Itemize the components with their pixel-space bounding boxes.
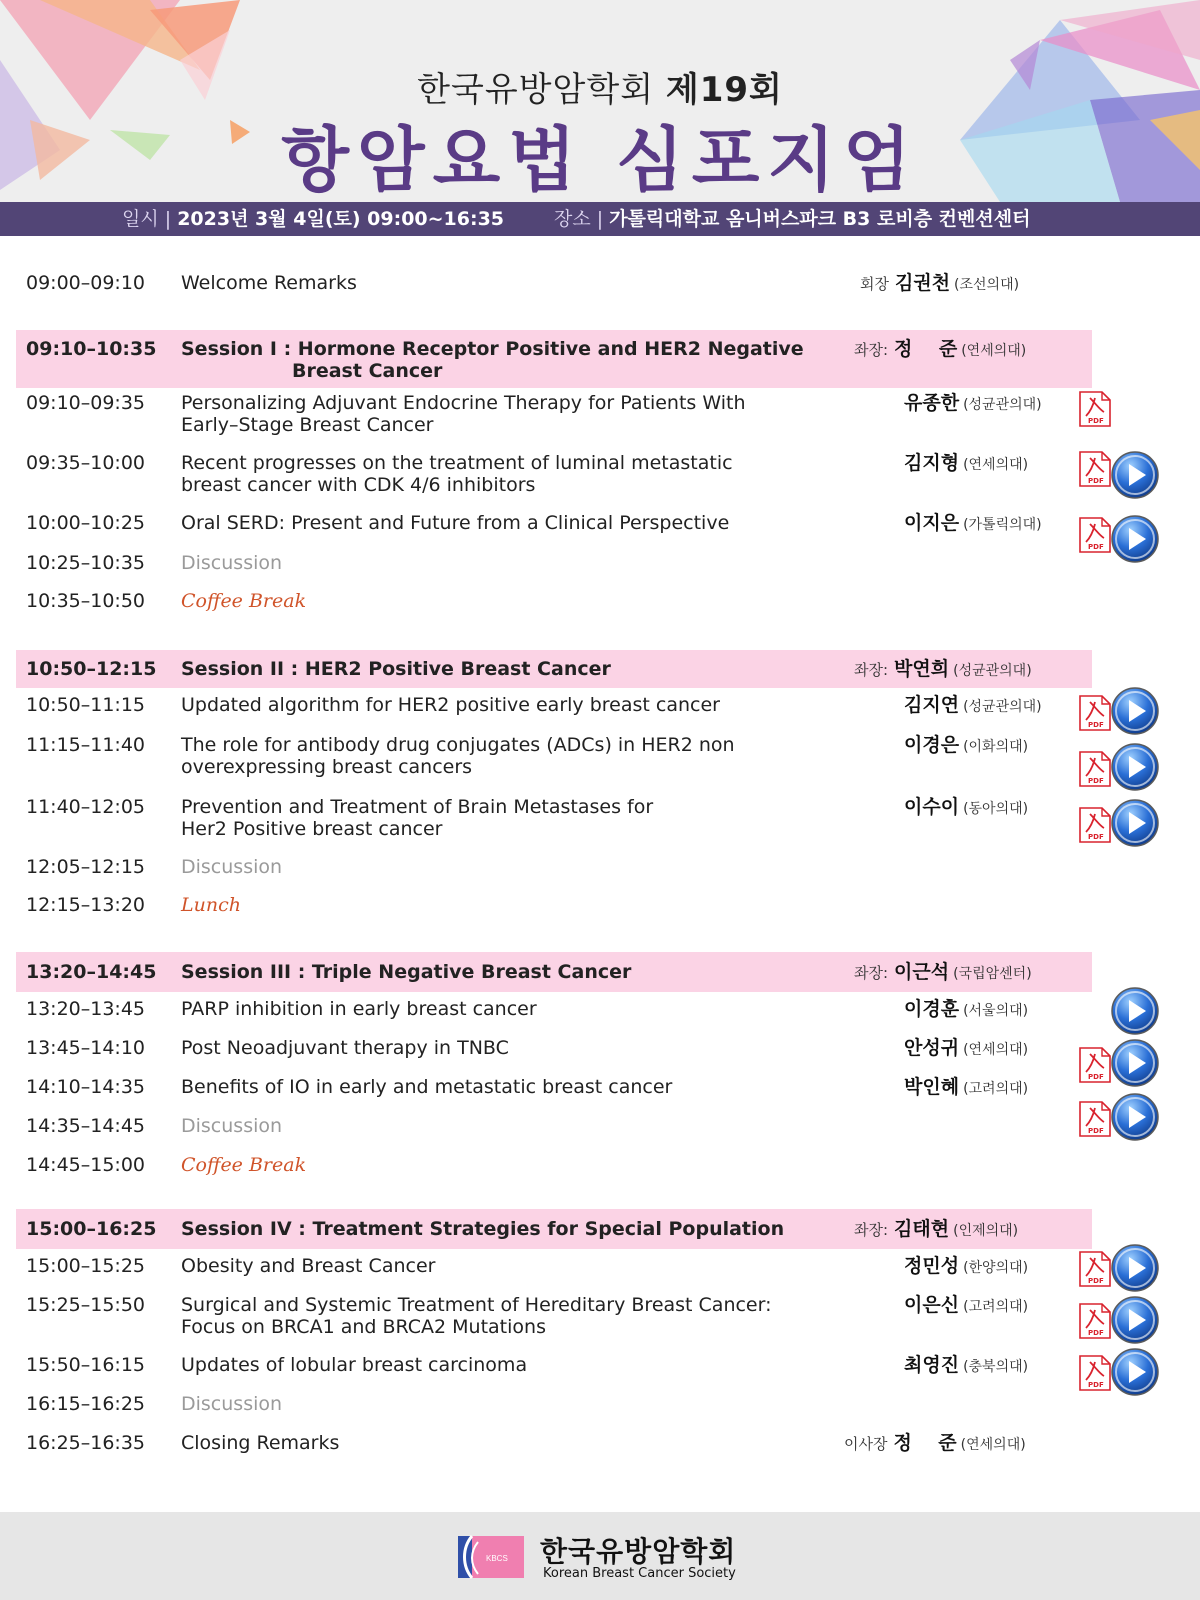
row-time: 14:10–14:35 — [26, 1076, 146, 1098]
discussion-row — [16, 1115, 1092, 1151]
schedule-row — [16, 392, 1092, 444]
row-title-line: Welcome Remarks — [181, 272, 357, 294]
schedule-row — [16, 1076, 1092, 1112]
svg-text:PDF: PDF — [1088, 721, 1104, 729]
speaker-role: 회장 — [860, 275, 889, 293]
row-title-line: Obesity and Breast Cancer — [181, 1255, 436, 1277]
row-title-line-2: breast cancer with CDK 4/6 inhibitors — [181, 474, 536, 496]
pdf-file-icon[interactable] — [1078, 390, 1112, 428]
row-title-line: Closing Remarks — [181, 1432, 340, 1454]
row-speaker — [844, 1432, 1064, 1456]
row-time: 13:20–14:45 — [26, 961, 157, 983]
row-title — [181, 796, 821, 840]
speaker-affiliation: (충북의대) — [963, 1359, 1029, 1375]
row-time: 10:25–10:35 — [26, 552, 146, 574]
row-title-line: Oral SERD: Present and Future from a Clinical Perspective — [181, 512, 730, 534]
row-title-line: Updated algorithm for HER2 positive early breast cancer — [181, 694, 720, 716]
speaker-name: 이지은 — [904, 512, 960, 534]
speaker-affiliation: (국립암센터) — [953, 966, 1032, 982]
speaker-affiliation: (서울의대) — [963, 1003, 1029, 1019]
speaker-affiliation: (고려의대) — [963, 1299, 1029, 1315]
row-time: 10:50–12:15 — [26, 658, 157, 680]
schedule-row — [16, 1037, 1092, 1073]
schedule-row — [16, 272, 1092, 312]
speaker-affiliation: (연세의대) — [963, 1042, 1029, 1058]
row-title — [181, 338, 821, 382]
row-title-line: Discussion — [181, 1115, 283, 1137]
row-title — [181, 452, 821, 496]
play-button-icon[interactable] — [1110, 798, 1160, 848]
svg-text:PDF: PDF — [1088, 417, 1104, 425]
row-time: 15:25–15:50 — [26, 1294, 146, 1316]
speaker-name: 이은신 — [904, 1294, 960, 1316]
speaker-affiliation: (이화의대) — [963, 739, 1029, 755]
row-time: 14:45–15:00 — [26, 1154, 146, 1176]
row-title-line: Prevention and Treatment of Brain Metastases for — [181, 796, 654, 818]
footer — [0, 1512, 1200, 1600]
logo-lettering: KBCS — [486, 1554, 508, 1563]
row-title-line: Discussion — [181, 1393, 283, 1415]
session-header-row — [16, 650, 1092, 688]
svg-text:PDF: PDF — [1088, 777, 1104, 785]
pdf-file-icon[interactable] — [1078, 806, 1112, 844]
row-speaker — [904, 998, 1124, 1022]
speaker-name: 정민성 — [904, 1255, 960, 1277]
schedule-row — [16, 1432, 1092, 1468]
row-title — [181, 1154, 821, 1176]
play-button-icon[interactable] — [1110, 1347, 1160, 1397]
date-value: 2023년 3월 4일(토) 09:00~16:35 — [177, 208, 505, 230]
row-time: 15:50–16:15 — [26, 1354, 146, 1376]
row-title — [181, 272, 821, 294]
subtitle-edition: 제19회 — [665, 70, 783, 110]
session-header-row — [16, 952, 1092, 992]
row-title — [181, 512, 821, 534]
row-title — [181, 998, 821, 1020]
row-title-line: Updates of lobular breast carcinoma — [181, 1354, 528, 1376]
speaker-name: 김지연 — [904, 694, 960, 716]
speaker-name: 박인혜 — [904, 1076, 960, 1098]
row-time: 16:15–16:25 — [26, 1393, 146, 1415]
kbcs-logo — [458, 1534, 526, 1580]
play-button-icon[interactable] — [1110, 986, 1160, 1036]
speaker-name: 이경훈 — [904, 998, 960, 1020]
row-title-line: Session III : Triple Negative Breast Cancer — [181, 961, 632, 983]
speaker-affiliation: (연세의대) — [963, 457, 1029, 473]
discussion-row — [16, 856, 1092, 892]
svg-text:PDF: PDF — [1088, 1073, 1104, 1081]
subtitle-org: 한국유방암학회 — [417, 70, 655, 110]
speaker-affiliation: (한양의대) — [963, 1260, 1029, 1276]
row-title-line: Coffee Break — [181, 1154, 307, 1176]
break-row — [16, 894, 1092, 930]
schedule-row — [16, 1294, 1092, 1346]
speaker-role: 이사장 — [844, 1435, 888, 1453]
row-title — [181, 694, 821, 716]
row-time: 11:40–12:05 — [26, 796, 146, 818]
speaker-role: 좌장: — [854, 341, 889, 359]
speaker-affiliation: (연세의대) — [960, 1437, 1026, 1453]
row-time: 10:50–11:15 — [26, 694, 146, 716]
row-title-line: PARP inhibition in early breast cancer — [181, 998, 537, 1020]
discussion-row — [16, 552, 1092, 588]
speaker-name: 정 준 — [893, 1432, 957, 1454]
society-name-en: Korean Breast Cancer Society — [543, 1566, 736, 1581]
row-speaker — [860, 272, 1080, 296]
row-title-line: The role for antibody drug conjugates (ADCs) in HER2 non — [181, 734, 735, 756]
row-time: 11:15–11:40 — [26, 734, 146, 756]
speaker-role: 좌장: — [854, 1221, 889, 1239]
row-speaker — [854, 658, 1074, 682]
speaker-name: 이수이 — [904, 796, 960, 818]
row-time: 12:05–12:15 — [26, 856, 146, 878]
play-button-icon[interactable] — [1110, 514, 1160, 564]
row-time: 13:45–14:10 — [26, 1037, 146, 1059]
play-button-icon[interactable] — [1110, 686, 1160, 736]
row-title-line: Session IV : Treatment Strategies for Special Population — [181, 1218, 785, 1240]
schedule-row — [16, 998, 1092, 1034]
row-title — [181, 1294, 821, 1338]
pdf-file-icon[interactable] — [1078, 516, 1112, 554]
speaker-name: 유종한 — [904, 392, 960, 414]
row-title — [181, 856, 821, 878]
row-speaker — [854, 338, 1074, 362]
speaker-affiliation: (성균관의대) — [953, 663, 1032, 679]
schedule-row — [16, 734, 1092, 786]
row-time: 09:10–10:35 — [26, 338, 157, 360]
row-title — [181, 1076, 821, 1098]
row-title-line-2: Early–Stage Breast Cancer — [181, 414, 434, 436]
speaker-name: 이근석 — [894, 961, 950, 983]
svg-text:PDF: PDF — [1088, 833, 1104, 841]
play-button-icon[interactable] — [1110, 1243, 1160, 1293]
pdf-file-icon[interactable] — [1078, 1250, 1112, 1288]
speaker-name: 김권천 — [894, 272, 951, 294]
pdf-file-icon[interactable] — [1078, 750, 1112, 788]
session-header-row — [16, 1209, 1092, 1249]
play-button-icon[interactable] — [1110, 742, 1160, 792]
row-title — [181, 1393, 821, 1415]
row-time: 15:00–16:25 — [26, 1218, 157, 1240]
row-title-line: Recent progresses on the treatment of luminal metastatic — [181, 452, 733, 474]
pdf-file-icon[interactable] — [1078, 694, 1112, 732]
row-title-line: Personalizing Adjuvant Endocrine Therapy for Patients With — [181, 392, 746, 414]
place-value: 가톨릭대학교 옴니버스파크 B3 로비층 컨벤션센터 — [609, 208, 1031, 230]
speaker-name: 정 준 — [894, 338, 958, 360]
row-title — [181, 392, 821, 436]
speaker-affiliation: (고려의대) — [963, 1081, 1029, 1097]
row-title-line: Post Neoadjuvant therapy in TNBC — [181, 1037, 509, 1059]
row-title — [181, 658, 821, 680]
speaker-affiliation: (동아의대) — [963, 801, 1029, 817]
svg-text:PDF: PDF — [1088, 543, 1104, 551]
schedule-row — [16, 1255, 1092, 1291]
date-label: 일시 | — [122, 208, 172, 230]
banner-main-title: 항암요법 심포지엄 — [281, 119, 919, 201]
break-row — [16, 1154, 1092, 1190]
row-title-line: Benefits of IO in early and metastatic breast cancer — [181, 1076, 673, 1098]
speaker-affiliation: (성균관의대) — [963, 699, 1042, 715]
row-title — [181, 1432, 821, 1454]
row-title — [181, 1037, 821, 1059]
speaker-affiliation: (가톨릭의대) — [963, 517, 1042, 533]
break-row — [16, 590, 1092, 626]
speaker-role: 좌장: — [854, 661, 889, 679]
row-title-line-2: Her2 Positive breast cancer — [181, 818, 443, 840]
row-time: 14:35–14:45 — [26, 1115, 146, 1137]
row-time: 15:00–15:25 — [26, 1255, 146, 1277]
speaker-affiliation: (성균관의대) — [963, 397, 1042, 413]
schedule-row — [16, 796, 1092, 848]
row-title-line: Session I : Hormone Receptor Positive and HER2 Negative — [181, 338, 804, 360]
speaker-name: 최영진 — [904, 1354, 960, 1376]
row-speaker — [854, 1218, 1074, 1242]
row-title — [181, 894, 821, 916]
speaker-name: 박연희 — [894, 658, 950, 680]
row-title-line-2: Focus on BRCA1 and BRCA2 Mutations — [181, 1316, 546, 1338]
session-header-row — [16, 330, 1092, 388]
row-time: 09:35–10:00 — [26, 452, 146, 474]
svg-text:PDF: PDF — [1088, 1127, 1104, 1135]
row-title — [181, 1115, 821, 1137]
row-title-line-2: Breast Cancer — [292, 360, 443, 382]
speaker-name: 안성귀 — [904, 1037, 960, 1059]
pdf-file-icon[interactable] — [1078, 450, 1112, 488]
svg-text:PDF: PDF — [1088, 1381, 1104, 1389]
row-time: 09:00–09:10 — [26, 272, 146, 294]
row-title-line: Surgical and Systemic Treatment of Hereditary Breast Cancer: — [181, 1294, 772, 1316]
play-button-icon[interactable] — [1110, 1092, 1160, 1142]
svg-text:PDF: PDF — [1088, 477, 1104, 485]
row-title — [181, 1354, 821, 1376]
society-name-kr: 한국유방암학회 — [540, 1535, 737, 1568]
speaker-name: 김지형 — [904, 452, 960, 474]
row-title — [181, 961, 821, 983]
row-title-line: Discussion — [181, 552, 283, 574]
row-title-line: Discussion — [181, 856, 283, 878]
schedule-row — [16, 452, 1092, 504]
row-time: 16:25–16:35 — [26, 1432, 146, 1454]
place-label: 장소 | — [554, 208, 604, 230]
row-title-line-2: overexpressing breast cancers — [181, 756, 473, 778]
row-title — [181, 734, 821, 778]
play-button-icon[interactable] — [1110, 450, 1160, 500]
svg-text:PDF: PDF — [1088, 1277, 1104, 1285]
svg-text:PDF: PDF — [1088, 1329, 1104, 1337]
speaker-affiliation: (인제의대) — [953, 1223, 1019, 1239]
schedule-row — [16, 512, 1092, 548]
row-title — [181, 552, 821, 574]
row-speaker — [854, 961, 1074, 985]
speaker-affiliation: (조선의대) — [954, 277, 1020, 293]
pdf-file-icon[interactable] — [1078, 1354, 1112, 1392]
pdf-file-icon[interactable] — [1078, 1302, 1112, 1340]
schedule-row — [16, 694, 1092, 730]
row-time: 13:20–13:45 — [26, 998, 146, 1020]
row-time: 09:10–09:35 — [26, 392, 146, 414]
row-title — [181, 1255, 821, 1277]
row-title — [181, 1218, 821, 1240]
row-title-line: Session II : HER2 Positive Breast Cancer — [181, 658, 611, 680]
row-time: 12:15–13:20 — [26, 894, 146, 916]
row-time: 10:35–10:50 — [26, 590, 146, 612]
row-title-line: Coffee Break — [181, 590, 307, 612]
row-title-line: Lunch — [181, 894, 241, 916]
speaker-name: 이경은 — [904, 734, 960, 756]
speaker-name: 김태현 — [894, 1218, 950, 1240]
row-time: 10:00–10:25 — [26, 512, 146, 534]
row-title — [181, 590, 821, 612]
schedule-row — [16, 1354, 1092, 1390]
discussion-row — [16, 1393, 1092, 1429]
speaker-role: 좌장: — [854, 964, 889, 982]
play-button-icon[interactable] — [1110, 1295, 1160, 1345]
speaker-affiliation: (연세의대) — [961, 343, 1027, 359]
row-speaker — [904, 1076, 1124, 1100]
